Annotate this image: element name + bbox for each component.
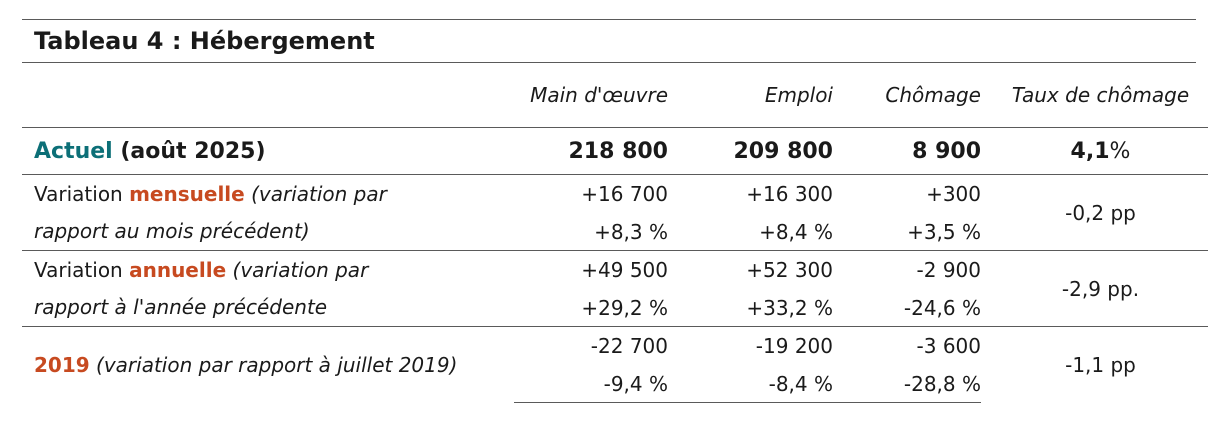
annual-abs-labour-force: +49 500 bbox=[514, 251, 668, 290]
annual-row-abs bbox=[22, 251, 1208, 290]
current-rate-number: 4,1 bbox=[1070, 138, 1110, 164]
annual-desc-line1: (variation par bbox=[226, 257, 369, 282]
y2019-pct-unemployment: -28,8 % bbox=[833, 365, 981, 403]
header-unemployment: Chômage bbox=[885, 83, 981, 107]
current-unemployment: 8 900 bbox=[833, 128, 981, 175]
monthly-label bbox=[22, 175, 514, 251]
y2019-label bbox=[22, 327, 514, 403]
y2019-row-abs bbox=[22, 327, 1208, 366]
annual-prefix: Variation bbox=[34, 257, 130, 282]
y2019-desc: (variation par rapport à juillet 2019) bbox=[89, 352, 458, 377]
annual-label-line1 bbox=[34, 252, 514, 289]
y2019-rate: -1,1 pp bbox=[981, 327, 1208, 403]
annual-label bbox=[22, 251, 514, 327]
header-employment: Emploi bbox=[764, 83, 833, 107]
monthly-abs-employment: +16 300 bbox=[668, 175, 833, 214]
annual-pct-employment: +33,2 % bbox=[746, 295, 833, 320]
annual-rate: -2,9 pp. bbox=[981, 251, 1208, 327]
y2019-highlight: 2019 bbox=[34, 352, 90, 377]
annual-desc-line2: rapport à l'année précédente bbox=[34, 294, 328, 319]
y2019-abs-unemployment: -3 600 bbox=[833, 327, 981, 366]
table-title: Tableau 4 : Hébergement bbox=[22, 19, 1196, 63]
annual-pct-unemployment: -24,6 % bbox=[903, 295, 981, 320]
monthly-row-abs bbox=[22, 175, 1208, 214]
monthly-abs-unemployment: +300 bbox=[833, 175, 981, 214]
header-blank bbox=[22, 63, 514, 128]
current-label bbox=[22, 128, 514, 175]
monthly-desc-line2: rapport au mois précédent) bbox=[34, 218, 310, 243]
current-labour-force: 218 800 bbox=[514, 128, 668, 175]
header-unemployment-rate: Taux de chômage bbox=[1011, 83, 1190, 107]
annual-abs-employment: +52 300 bbox=[668, 251, 833, 290]
monthly-label-line1 bbox=[34, 176, 514, 213]
header-labour-force: Main d'œuvre bbox=[530, 83, 668, 107]
current-row bbox=[22, 128, 1208, 175]
y2019-abs-labour-force: -22 700 bbox=[514, 327, 668, 366]
monthly-prefix: Variation bbox=[34, 181, 130, 206]
annual-abs-unemployment: -2 900 bbox=[833, 251, 981, 290]
monthly-pct-employment: +8,4 % bbox=[759, 219, 833, 244]
monthly-rate: -0,2 pp bbox=[981, 175, 1208, 251]
y2019-pct-labour-force: -9,4 % bbox=[514, 365, 668, 403]
monthly-pct-unemployment: +3,5 % bbox=[907, 219, 981, 244]
employment-table bbox=[22, 63, 1208, 403]
annual-pct-labour-force: +29,2 % bbox=[581, 295, 668, 320]
annual-highlight: annuelle bbox=[129, 257, 227, 282]
current-rate-percent: % bbox=[1109, 138, 1131, 164]
monthly-desc-line1: (variation par bbox=[244, 181, 387, 206]
current-label-period: (août 2025) bbox=[112, 138, 266, 164]
current-label-strong: Actuel bbox=[34, 138, 113, 164]
header-row bbox=[22, 63, 1208, 128]
current-employment: 209 800 bbox=[668, 128, 833, 175]
table-container bbox=[22, 19, 1196, 403]
monthly-pct-labour-force: +8,3 % bbox=[594, 219, 668, 244]
y2019-abs-employment: -19 200 bbox=[668, 327, 833, 366]
monthly-highlight: mensuelle bbox=[129, 181, 245, 206]
y2019-pct-employment: -8,4 % bbox=[668, 365, 833, 403]
monthly-abs-labour-force: +16 700 bbox=[514, 175, 668, 214]
current-rate bbox=[981, 128, 1208, 175]
